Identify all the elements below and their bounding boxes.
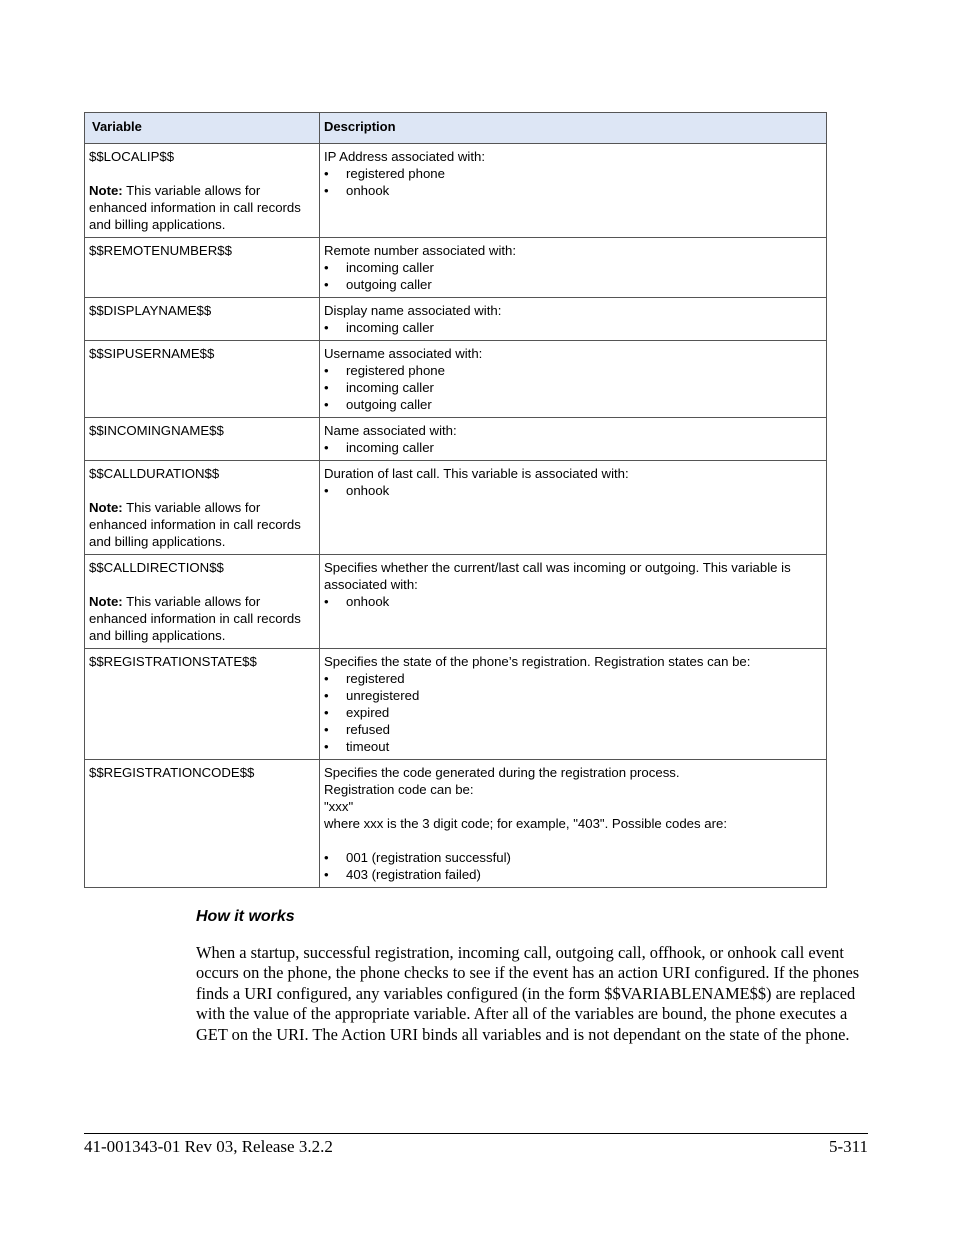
description-text: where xxx is the 3 digit code; for example, "403". Possible codes are: (324, 816, 727, 831)
variable-cell (85, 418, 320, 461)
bullet-list (324, 482, 820, 499)
variable-name: $$REGISTRATIONSTATE$$ (89, 654, 257, 669)
table-row (85, 649, 827, 760)
variable-name: $$REGISTRATIONCODE$$ (89, 765, 255, 780)
list-item: • registered phone (324, 165, 820, 182)
description-cell (320, 144, 827, 238)
list-item: • incoming caller (324, 259, 820, 276)
variable-cell (85, 649, 320, 760)
list-item: • unregistered (324, 687, 820, 704)
note-label: Note: (89, 183, 123, 198)
description-cell (320, 341, 827, 418)
bullet-list (324, 362, 820, 413)
variable-cell (85, 461, 320, 555)
variable-name: $$DISPLAYNAME$$ (89, 303, 212, 318)
body-paragraph: When a startup, successful registration, incoming call, outgoing call, offhook, or onhook call event occurs on the phone, the phone checks to see if the event has an action URI configured. If the phones finds a URI configured, any variables configured (in the form $$VARIABLENAME$$) are replaced with the value of the appropriate variable. After all of the variables are bound, the phone executes a GET on the URI. The Action URI binds all variables and is not dependant on the state of the phone. (196, 943, 860, 1044)
header-variable: Variable (85, 113, 320, 144)
section-heading: How it works (196, 908, 295, 925)
list-item: • expired (324, 704, 820, 721)
bullet-list (324, 259, 820, 293)
note-label: Note: (89, 500, 123, 515)
description-text: Name associated with: (324, 423, 457, 438)
list-item: • incoming caller (324, 319, 820, 336)
description-text: Display name associated with: (324, 303, 502, 318)
table-row (85, 144, 827, 238)
footer-page-number: 5-311 (828, 1137, 868, 1156)
list-item: • timeout (324, 738, 820, 755)
description-cell (320, 418, 827, 461)
footer-divider (84, 1133, 868, 1134)
description-text: "xxx" (324, 799, 354, 814)
variable-note (89, 182, 313, 233)
list-item: • outgoing caller (324, 396, 820, 413)
description-cell (320, 461, 827, 555)
note-text: This variable allows for enhanced information in call records and billing applications. (89, 500, 301, 549)
spacer (324, 832, 820, 849)
list-item: • 001 (registration successful) (324, 849, 820, 866)
table-row (85, 760, 827, 888)
variable-note (89, 499, 313, 550)
table-header-row (85, 113, 827, 144)
description-text: IP Address associated with: (324, 149, 486, 164)
variable-name: $$LOCALIP$$ (89, 149, 175, 164)
variable-name: $$REMOTENUMBER$$ (89, 243, 232, 258)
table-row (85, 418, 827, 461)
bullet-list (324, 670, 820, 755)
header-description: Description (320, 113, 827, 144)
list-item: • 403 (registration failed) (324, 866, 820, 883)
variable-name: $$CALLDURATION$$ (89, 466, 220, 481)
bullet-list (324, 849, 820, 883)
list-item: • outgoing caller (324, 276, 820, 293)
variable-cell (85, 555, 320, 649)
list-item: • onhook (324, 482, 820, 499)
list-item: • onhook (324, 593, 820, 610)
variable-name: $$SIPUSERNAME$$ (89, 346, 215, 361)
description-cell (320, 298, 827, 341)
note-text: This variable allows for enhanced information in call records and billing applications. (89, 594, 301, 643)
description-text: Registration code can be: (324, 782, 474, 797)
table-row (85, 461, 827, 555)
description-text: Specifies the state of the phone’s registration. Registration states can be: (324, 654, 751, 669)
list-item: • registered (324, 670, 820, 687)
variable-cell (85, 298, 320, 341)
description-text: Specifies whether the current/last call was incoming or outgoing. This variable is associated with: (324, 560, 791, 592)
table-row (85, 238, 827, 298)
note-label: Note: (89, 594, 123, 609)
description-text: Username associated with: (324, 346, 483, 361)
description-cell (320, 649, 827, 760)
variables-table (84, 112, 827, 888)
bullet-list (324, 319, 820, 336)
variable-note (89, 593, 313, 644)
list-item: • refused (324, 721, 820, 738)
table-row (85, 555, 827, 649)
table-row (85, 298, 827, 341)
bullet-list (324, 439, 820, 456)
variable-name: $$CALLDIRECTION$$ (89, 560, 224, 575)
variable-cell (85, 341, 320, 418)
description-text: Remote number associated with: (324, 243, 517, 258)
variable-name: $$INCOMINGNAME$$ (89, 423, 224, 438)
variable-cell (85, 760, 320, 888)
description-cell (320, 555, 827, 649)
bullet-list (324, 165, 820, 199)
list-item: • incoming caller (324, 439, 820, 456)
table-row (85, 341, 827, 418)
list-item: • registered phone (324, 362, 820, 379)
note-text: This variable allows for enhanced information in call records and billing applications. (89, 183, 301, 232)
bullet-list (324, 593, 820, 610)
description-cell (320, 760, 827, 888)
variable-cell (85, 238, 320, 298)
description-text: Specifies the code generated during the registration process. (324, 765, 680, 780)
footer-doc-id: 41-001343-01 Rev 03, Release 3.2.2 (84, 1137, 333, 1156)
variable-cell (85, 144, 320, 238)
description-cell (320, 238, 827, 298)
list-item: • onhook (324, 182, 820, 199)
table-body (85, 144, 827, 888)
list-item: • incoming caller (324, 379, 820, 396)
description-text: Duration of last call. This variable is associated with: (324, 466, 629, 481)
